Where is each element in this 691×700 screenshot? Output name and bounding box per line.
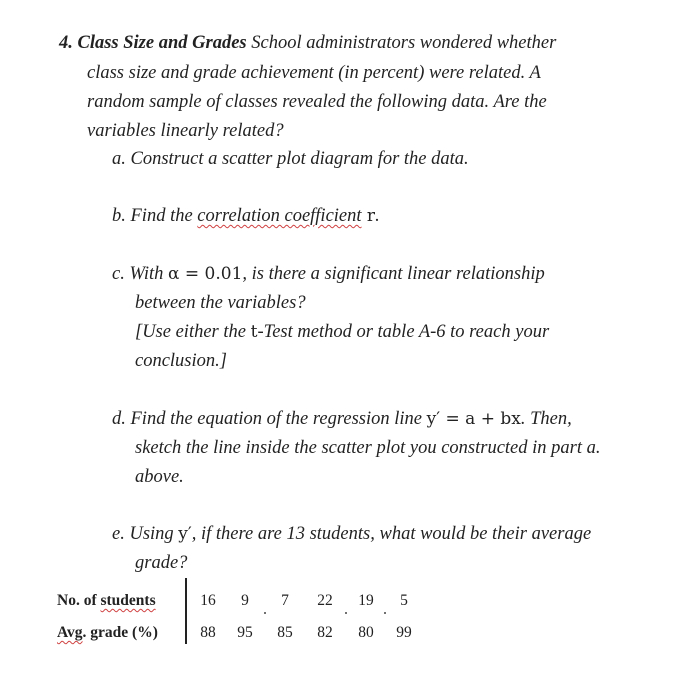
table-label-students-b: students — [100, 592, 156, 609]
table-label-grade-a: Avg — [57, 624, 83, 641]
part-b-prefix: b. Find the — [112, 206, 198, 226]
table-cell-grade: 99 — [396, 624, 412, 641]
table-row-label-grade — [57, 624, 158, 642]
table-divider — [185, 578, 187, 644]
part-d-line-1 — [112, 410, 572, 429]
part-b — [112, 207, 380, 226]
part-d-line-2: sketch the line inside the scatter plot you constructed in part a. — [135, 438, 601, 458]
part-d-line-3: above. — [135, 467, 184, 487]
part-c-line-3-suffix: -Test method or table A-6 to reach your — [257, 322, 550, 342]
part-b-term: correlation coefficient — [197, 206, 362, 226]
table-dot — [345, 612, 347, 614]
part-b-var: r — [361, 206, 376, 226]
part-b-suffix: . — [375, 206, 380, 226]
part-d-equation: y′ = a + bx — [426, 409, 521, 429]
table-cell-students: 22 — [317, 592, 333, 609]
part-c-prefix: c. With — [112, 264, 169, 284]
intro-line-2: class size and grade achievement (in percent) were related. A — [87, 63, 541, 83]
table-dot — [264, 612, 266, 614]
table-cell-students: 16 — [200, 592, 216, 609]
problem-number: 4. — [59, 33, 73, 53]
part-d-prefix: d. Find the equation of the regression line — [112, 409, 427, 429]
intro-line-4: variables linearly related? — [87, 121, 284, 141]
part-c-line-3-prefix: [Use either the — [135, 322, 251, 342]
table-dot — [384, 612, 386, 614]
table-cell-grade: 85 — [277, 624, 293, 641]
part-e-prefix: e. Using — [112, 524, 179, 544]
part-c-suffix: , is there a significant linear relationship — [242, 264, 545, 284]
part-e-var: y′ — [178, 524, 192, 544]
table-cell-students: 9 — [241, 592, 249, 609]
table-cell-students: 5 — [400, 592, 408, 609]
part-c-line-1 — [112, 265, 545, 284]
table-cell-grade: 82 — [317, 624, 333, 641]
problem-heading — [59, 34, 556, 53]
table-cell-grade: 80 — [358, 624, 374, 641]
table-label-grade-b: . grade (%) — [82, 624, 158, 641]
problem-title: Class Size and Grades — [77, 33, 247, 53]
part-e-line-2: grade? — [135, 553, 188, 573]
table-cell-grade: 88 — [200, 624, 216, 641]
table-cell-grade: 95 — [237, 624, 253, 641]
table-cell-students: 7 — [281, 592, 289, 609]
intro-line-3: random sample of classes revealed the following data. Are the — [87, 92, 547, 112]
part-d-suffix: . Then, — [520, 409, 572, 429]
part-c-line-3 — [135, 323, 549, 342]
part-c-line-2: between the variables? — [135, 293, 306, 313]
part-c-line-4: conclusion.] — [135, 351, 227, 371]
part-e-suffix: , if there are 13 students, what would be their average — [191, 524, 592, 544]
table-row-label-students — [57, 592, 156, 610]
intro-line-1: School administrators wondered whether — [251, 33, 557, 53]
table-label-students-a: No. of — [57, 592, 101, 609]
part-e-line-1 — [112, 525, 591, 544]
part-c-t: t — [250, 322, 258, 342]
part-a: a. Construct a scatter plot diagram for the data. — [112, 149, 469, 169]
part-c-alpha: α = 0.01 — [168, 264, 243, 284]
table-cell-students: 19 — [358, 592, 374, 609]
